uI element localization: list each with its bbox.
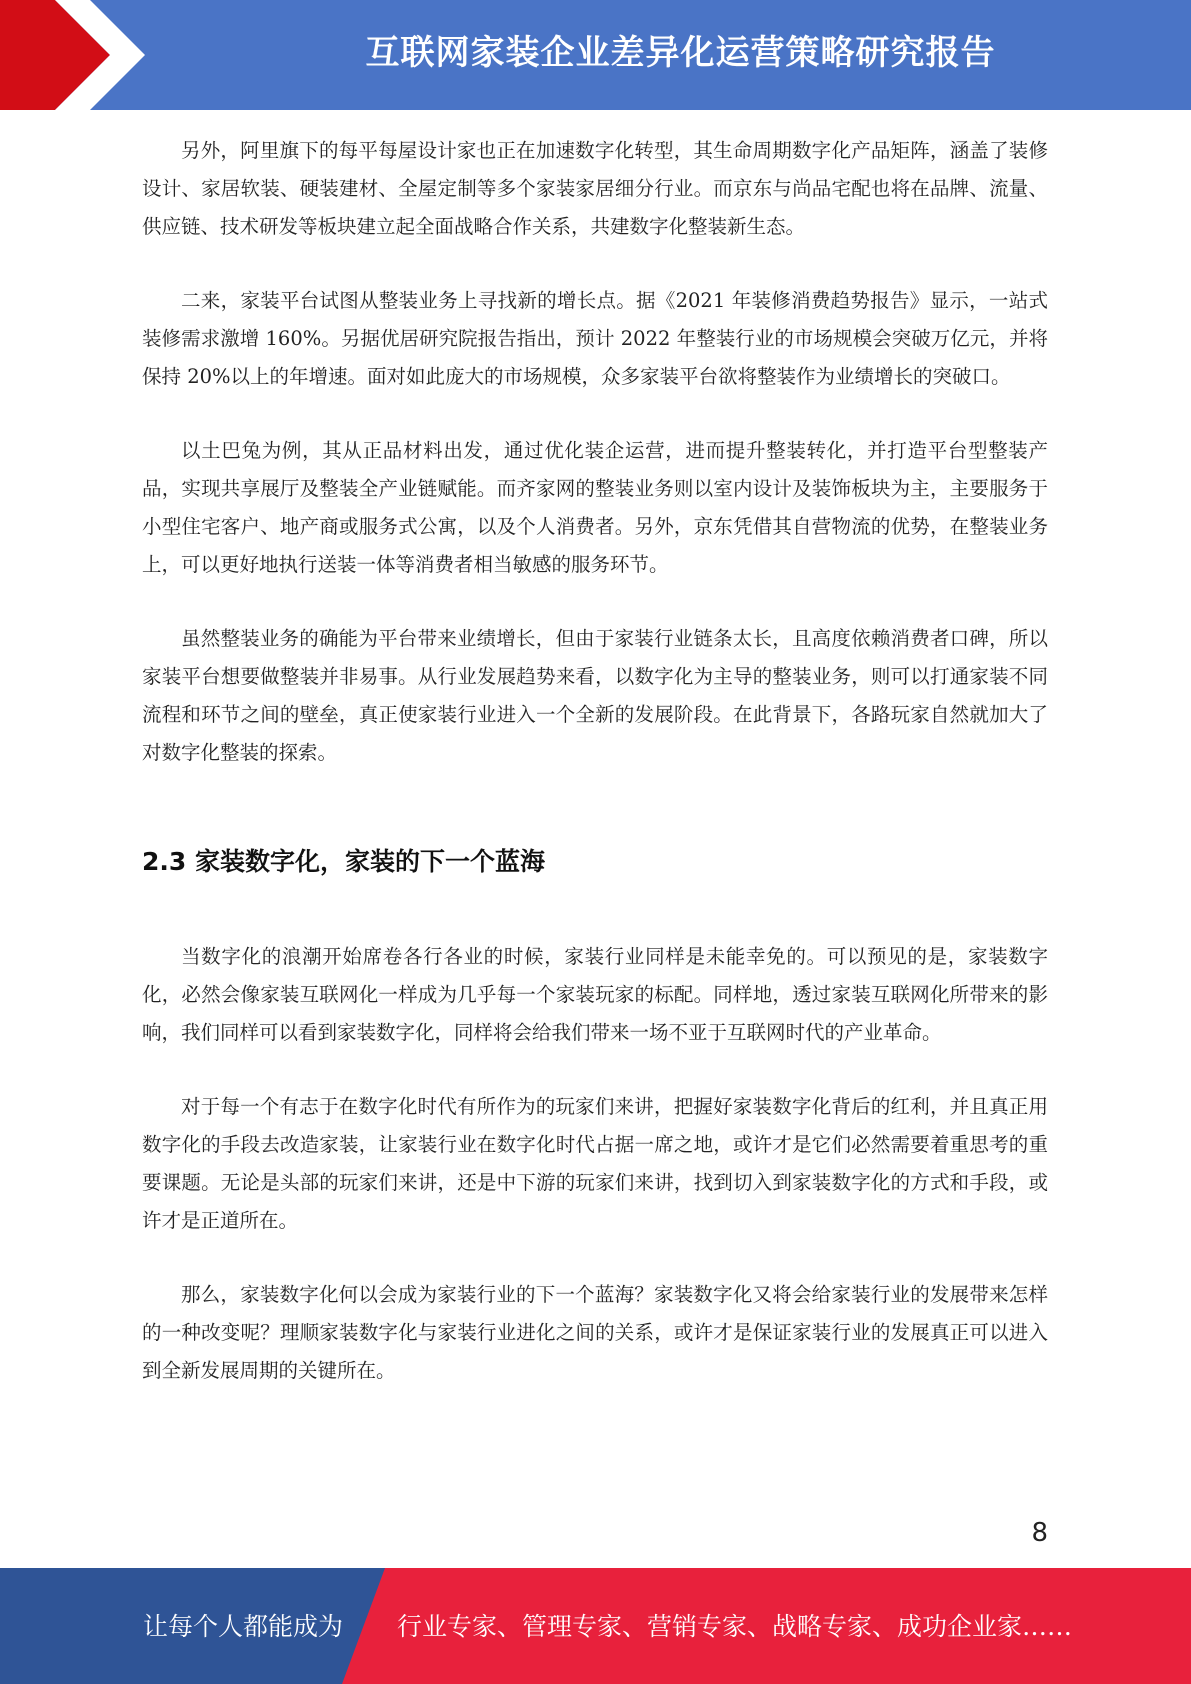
body-paragraph: 二来，家装平台试图从整装业务上寻找新的增长点。据《2021 年装修消费趋势报告》显示，一站式装修需求激增 160%。另据优居研究院报告指出，预计 2022 年整装行业的市场规模会突破万亿元，并将保持 20%以上的年增速。面对如此庞大的市场规模，众多家装平台欲将整装作为业绩增长的突破口。 [142, 289, 1048, 388]
body-paragraph: 当数字化的浪潮开始席卷各行各业的时候，家装行业同样是未能幸免的。可以预见的是，家装数字化，必然会像家装互联网化一样成为几乎每一个家装玩家的标配。同样地，透过家装互联网化所带来的影响，我们同样可以看到家装数字化，同样将会给我们带来一场不亚于互联网时代的产业革命。 [142, 945, 1048, 1044]
page-number: 8 [1031, 1518, 1048, 1548]
body-paragraph: 对于每一个有志于在数字化时代有所作为的玩家们来讲，把握好家装数字化背后的红利，并且真正用数字化的手段去改造家装，让家装行业在数字化时代占据一席之地，或许才是它们必然需要着重思考的重要课题。无论是头部的玩家们来讲，还是中下游的玩家们来讲，找到切入到家装数字化的方式和手段，或许才是正道所在。 [142, 1095, 1048, 1232]
page-header [0, 0, 1191, 110]
page-footer [0, 1568, 1191, 1684]
body-paragraph: 那么，家装数字化何以会成为家装行业的下一个蓝海？家装数字化又将会给家装行业的发展带来怎样的一种改变呢？理顺家装数字化与家装行业进化之间的关系，或许才是保证家装行业的发展真正可以进入到全新发展周期的关键所在。 [142, 1283, 1048, 1382]
body-paragraph: 另外，阿里旗下的每平每屋设计家也正在加速数字化转型，其生命周期数字化产品矩阵，涵盖了装修设计、家居软装、硬装建材、全屋定制等多个家装家居细分行业。而京东与尚品宅配也将在品牌、流量、供应链、技术研发等板块建立起全面战略合作关系，共建数字化整装新生态。 [142, 139, 1048, 238]
chevron-arrow-icon [0, 0, 160, 110]
report-title: 互联网家装企业差异化运营策略研究报告 [365, 33, 996, 73]
body-paragraph: 以土巴兔为例，其从正品材料出发，通过优化装企运营，进而提升整装转化，并打造平台型整装产品，实现共享展厅及整装全产业链赋能。而齐家网的整装业务则以室内设计及装饰板块为主，主要服务于小型住宅客户、地产商或服务式公寓，以及个人消费者。另外，京东凭借其自营物流的优势，在整装业务上，可以更好地执行送装一体等消费者相当敏感的服务环节。 [142, 439, 1048, 576]
footer-slogan-left: 让每个人都能成为 [143, 1612, 344, 1641]
footer-slogan-right: 行业专家、管理专家、营销专家、战略专家、成功企业家…… [397, 1612, 1073, 1641]
section-heading: 2.3 家装数字化，家装的下一个蓝海 [142, 847, 545, 876]
page-content [142, 132, 1048, 1426]
body-paragraph: 虽然整装业务的确能为平台带来业绩增长，但由于家装行业链条太长，且高度依赖消费者口碑，所以家装平台想要做整装并非易事。从行业发展趋势来看，以数字化为主导的整装业务，则可以打通家装不同流程和环节之间的壁垒，真正使家装行业进入一个全新的发展阶段。在此背景下，各路玩家自然就加大了对数字化整装的探索。 [142, 627, 1048, 764]
